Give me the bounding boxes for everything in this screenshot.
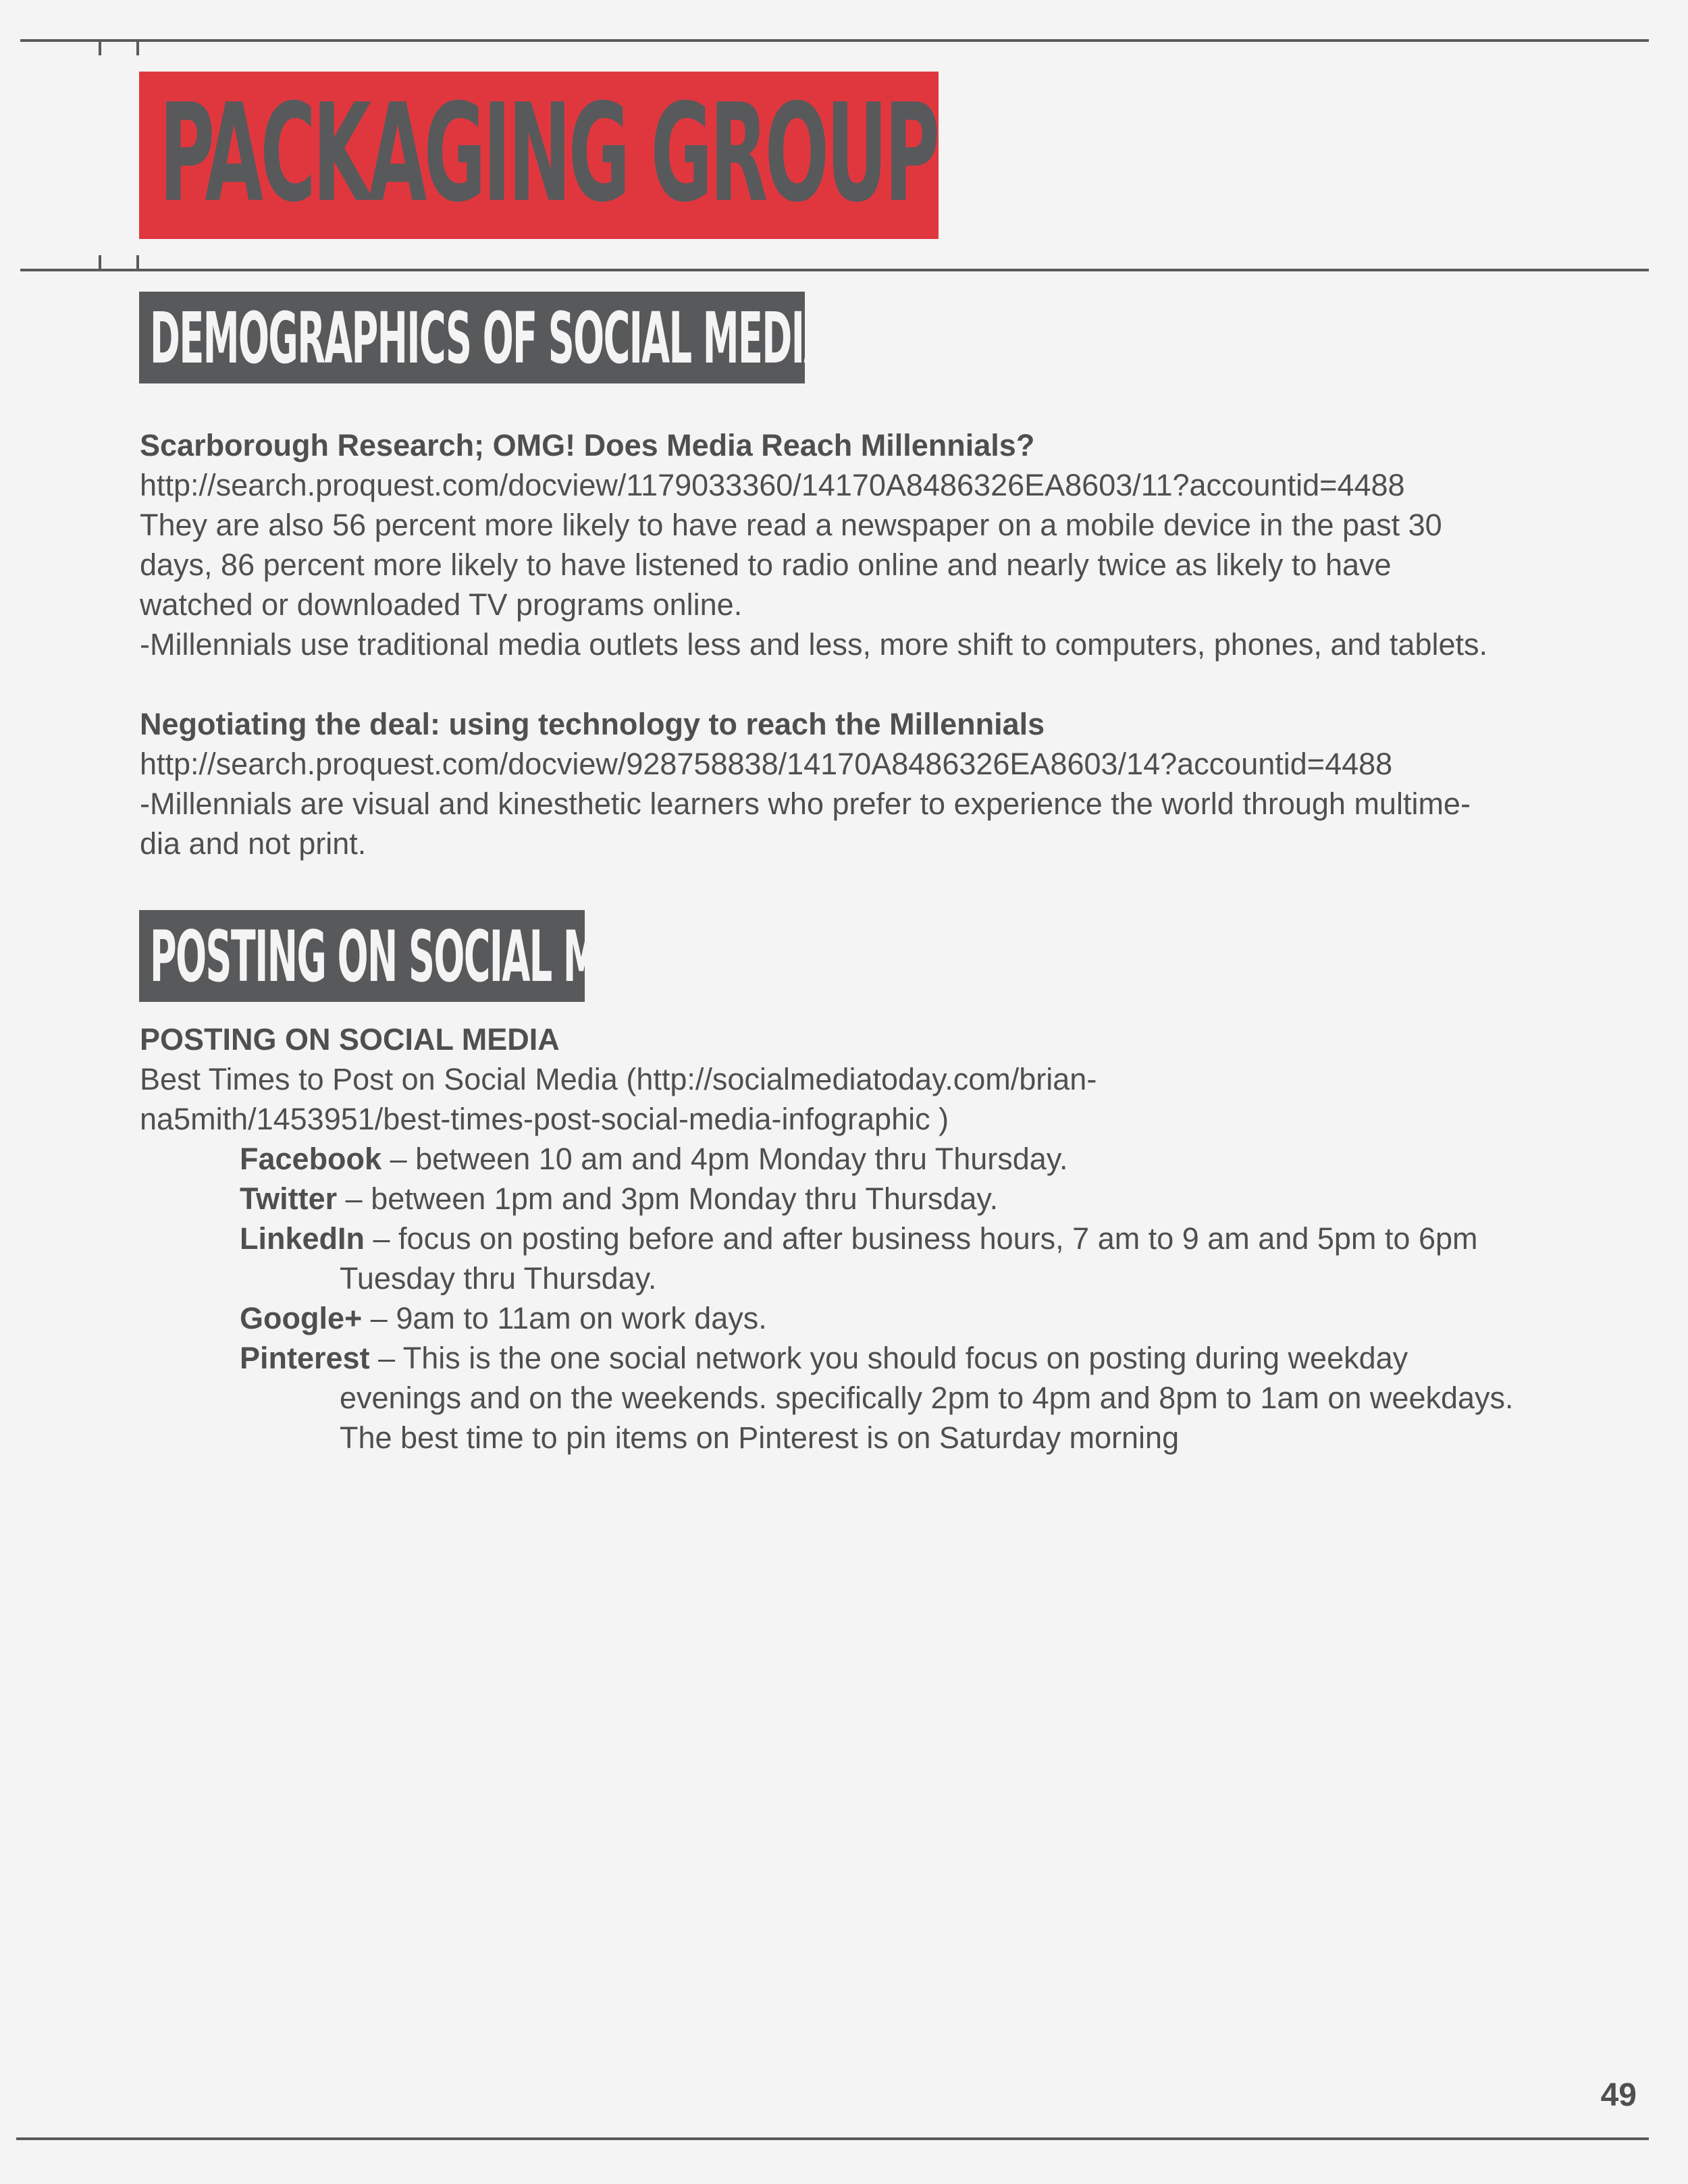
body-line: They are also 56 percent more likely to have read a newspaper on a mobile device in the past 30 xyxy=(140,508,1442,542)
source-url: http://search.proquest.com/docview/928758838/14170A8486326EA8603/14?accountid=4488 xyxy=(140,747,1393,781)
page-title-banner xyxy=(139,72,939,239)
platform-text: – This is the one social network you should focus on posting during weekday xyxy=(369,1341,1408,1375)
source-url: http://search.proquest.com/docview/1179033360/14170A8486326EA8603/11?accountid=4488 xyxy=(140,468,1405,502)
list-item-linkedin xyxy=(140,1219,1639,1258)
source-title: Scarborough Research; OMG! Does Media Reach Millennials? xyxy=(140,428,1035,462)
platform-name: Google+ xyxy=(240,1301,363,1335)
body-line: -Millennials use traditional media outlets less and less, more shift to computers, phones, and tablets. xyxy=(140,627,1488,662)
platform-name: LinkedIn xyxy=(240,1221,365,1256)
list-item-twitter xyxy=(140,1179,1639,1219)
bottom-tick-left xyxy=(99,255,101,270)
platform-name: Pinterest xyxy=(240,1341,370,1375)
list-item-continuation: The best time to pin items on Pinterest is on Saturday morning xyxy=(340,1420,1180,1455)
page-number: 49 xyxy=(1600,2077,1637,2113)
header-divider-rule xyxy=(20,269,1649,271)
platform-text: – between 10 am and 4pm Monday thru Thursday. xyxy=(381,1142,1068,1176)
platform-name: Twitter xyxy=(240,1181,338,1216)
source-title: Negotiating the deal: using technology to reach the Millennials xyxy=(140,707,1045,741)
platform-text: – 9am to 11am on work days. xyxy=(362,1301,767,1335)
body-line: -Millennials are visual and kinesthetic learners who prefer to experience the world through multime- xyxy=(140,787,1471,821)
body-line: days, 86 percent more likely to have listened to radio online and nearly twice as likely to have xyxy=(140,548,1392,582)
spacer xyxy=(140,664,1639,704)
demographics-content xyxy=(140,425,1639,863)
list-item-continuation: Tuesday thru Thursday. xyxy=(340,1261,657,1296)
list-item-continuation: evenings and on the weekends. specifically 2pm to 4pm and 8pm to 1am on weekdays. xyxy=(340,1381,1514,1415)
page-title: PACKAGING GROUP xyxy=(159,75,937,232)
list-item-pinterest xyxy=(140,1338,1639,1378)
platform-text: – between 1pm and 3pm Monday thru Thursday. xyxy=(337,1181,999,1216)
body-line: dia and not print. xyxy=(140,826,367,861)
section-heading-demographics-text: DEMOGRAPHICS OF SOCIAL MEDIA USERS xyxy=(150,297,973,379)
footer-rule xyxy=(16,2137,1649,2140)
bottom-tick-right xyxy=(136,255,139,270)
body-line: watched or downloaded TV programs online. xyxy=(140,587,743,622)
posting-content xyxy=(140,1019,1639,1458)
section-heading-posting-text: POSTING ON SOCIAL MEDIA xyxy=(150,915,691,998)
platform-text: – focus on posting before and after business hours, 7 am to 9 am and 5pm to 6pm xyxy=(365,1221,1478,1256)
intro-line: na5mith/1453951/best-times-post-social-media-infographic ) xyxy=(140,1102,949,1136)
section-heading-posting xyxy=(139,910,691,1002)
top-rule xyxy=(20,39,1649,42)
intro-line: Best Times to Post on Social Media (http://socialmediatoday.com/brian- xyxy=(140,1062,1097,1096)
section-heading-demographics xyxy=(139,292,973,383)
posting-subheading: POSTING ON SOCIAL MEDIA xyxy=(140,1022,560,1057)
platform-name: Facebook xyxy=(240,1142,382,1176)
list-item-googleplus xyxy=(140,1298,1639,1338)
top-tick-right xyxy=(136,41,139,55)
top-tick-left xyxy=(99,41,101,55)
list-item-facebook xyxy=(140,1139,1639,1179)
